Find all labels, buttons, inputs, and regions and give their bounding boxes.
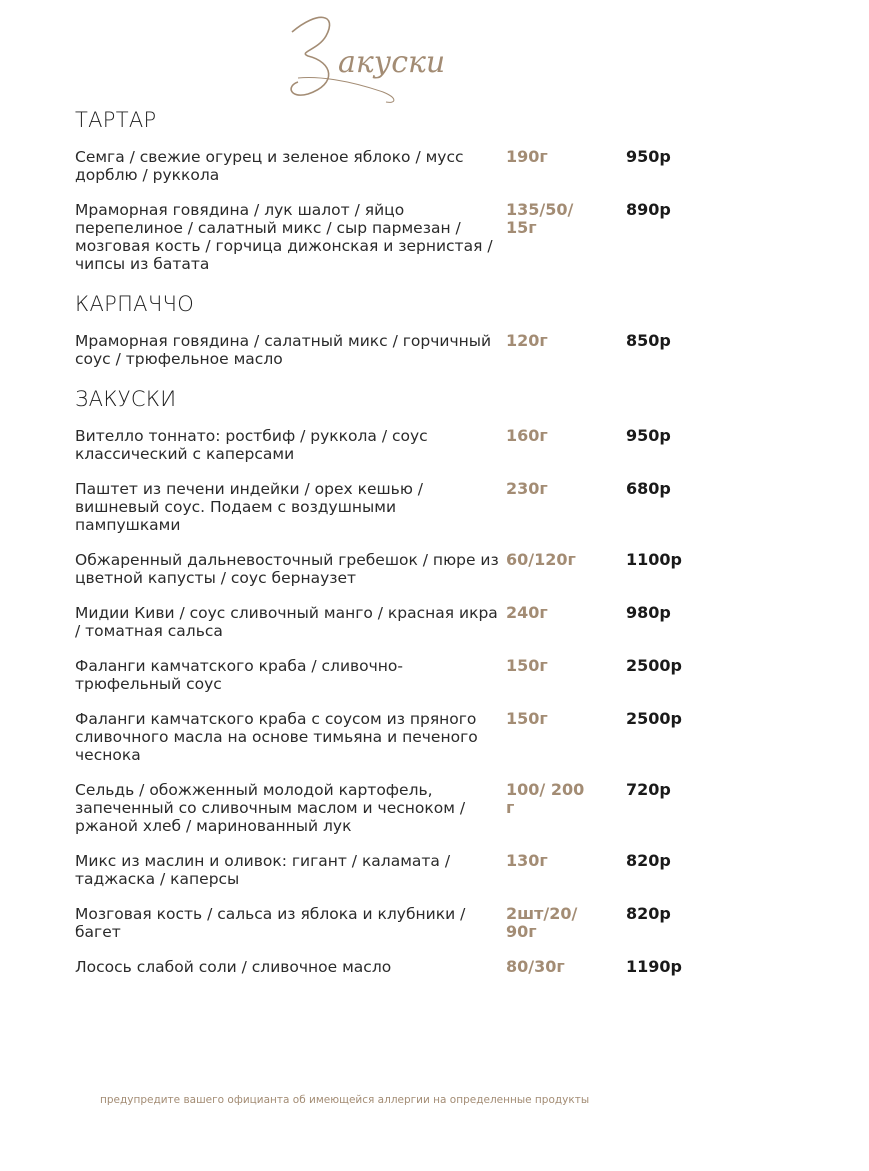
item-price: 2500р <box>626 709 682 728</box>
item-description: Обжаренный дальневосточный гребешок / пюре из цветной капусты / соус бернаузет <box>75 551 499 587</box>
item-weight: 150г <box>506 656 548 675</box>
item-description: Вителло тоннато: ростбиф / руккола / соус классический с каперсами <box>75 427 428 463</box>
menu-item <box>75 657 795 693</box>
item-price: 1190р <box>626 957 682 976</box>
menu-section <box>75 106 795 273</box>
item-description: Мидии Киви / соус сливочный манго / красная икра / томатная сальса <box>75 604 498 640</box>
section-title: ТАРТАР <box>75 108 157 132</box>
item-weight: 190г <box>506 147 548 166</box>
item-price: 2500р <box>626 656 682 675</box>
item-price: 820р <box>626 851 671 870</box>
menu-item <box>75 427 795 463</box>
item-price: 680р <box>626 479 671 498</box>
item-description: Мозговая кость / сальса из яблока и клубники / багет <box>75 905 466 941</box>
page-title <box>278 6 478 106</box>
menu-item <box>75 852 795 888</box>
item-price: 890р <box>626 200 671 219</box>
item-price: 950р <box>626 426 671 445</box>
item-description: Сельдь / обожженный молодой картофель, запеченный со сливочным маслом и чесноком / ржаной хлеб / маринованный лук <box>75 781 466 835</box>
section-title: КАРПАЧЧО <box>75 292 195 316</box>
menu-item <box>75 551 795 587</box>
item-weight: 60/120г <box>506 550 576 569</box>
item-weight: 2шт/20/ 90г <box>506 904 578 941</box>
menu-item <box>75 905 795 941</box>
menu-section <box>75 290 795 368</box>
item-description: Паштет из печени индейки / орех кешью / вишневый соус. Подаем с воздушными пампушками <box>75 480 424 534</box>
item-list <box>75 332 795 368</box>
item-price: 850р <box>626 331 671 350</box>
menu-section <box>75 385 795 976</box>
menu-item <box>75 781 795 835</box>
item-weight: 240г <box>506 603 548 622</box>
menu-item <box>75 148 795 184</box>
menu-item <box>75 332 795 368</box>
item-weight: 135/50/ 15г <box>506 200 574 237</box>
item-weight: 230г <box>506 479 548 498</box>
item-description: Мраморная говядина / лук шалот / яйцо перепелиное / салатный микс / сыр пармезан / мозговая кость / горчица дижонская и зернистая / чипсы из батата <box>75 201 493 273</box>
menu-item <box>75 710 795 764</box>
item-weight: 120г <box>506 331 548 350</box>
item-price: 1100р <box>626 550 682 569</box>
item-description: Микс из маслин и оливок: гигант / каламата / таджаска / каперсы <box>75 852 451 888</box>
item-list <box>75 148 795 273</box>
allergy-note: предупредите вашего официанта об имеющейся аллергии на определенные продукты <box>100 1094 590 1106</box>
item-description: Лосось слабой соли / сливочное масло <box>75 958 392 976</box>
item-price: 950р <box>626 147 671 166</box>
item-weight: 100/ 200г <box>506 780 585 817</box>
item-description: Фаланги камчатского краба с соусом из пряного сливочного масла на основе тимьяна и печеного чеснока <box>75 710 478 764</box>
item-price: 980р <box>626 603 671 622</box>
page-title-text: акуски <box>338 45 446 80</box>
section-title: ЗАКУСКИ <box>75 387 177 411</box>
item-description: Семга / свежие огурец и зеленое яблоко / мусс дорблю / руккола <box>75 148 464 184</box>
item-description: Фаланги камчатского краба / сливочно-трюфельный соус <box>75 657 404 693</box>
item-list <box>75 427 795 976</box>
item-price: 720р <box>626 780 671 799</box>
item-weight: 130г <box>506 851 548 870</box>
menu <box>75 106 795 993</box>
menu-item <box>75 604 795 640</box>
item-weight: 80/30г <box>506 957 565 976</box>
item-price: 820р <box>626 904 671 923</box>
item-weight: 160г <box>506 426 548 445</box>
menu-item <box>75 958 795 976</box>
item-weight: 150г <box>506 709 548 728</box>
item-description: Мраморная говядина / салатный микс / горчичный соус / трюфельное масло <box>75 332 492 368</box>
menu-item <box>75 480 795 534</box>
menu-item <box>75 201 795 273</box>
